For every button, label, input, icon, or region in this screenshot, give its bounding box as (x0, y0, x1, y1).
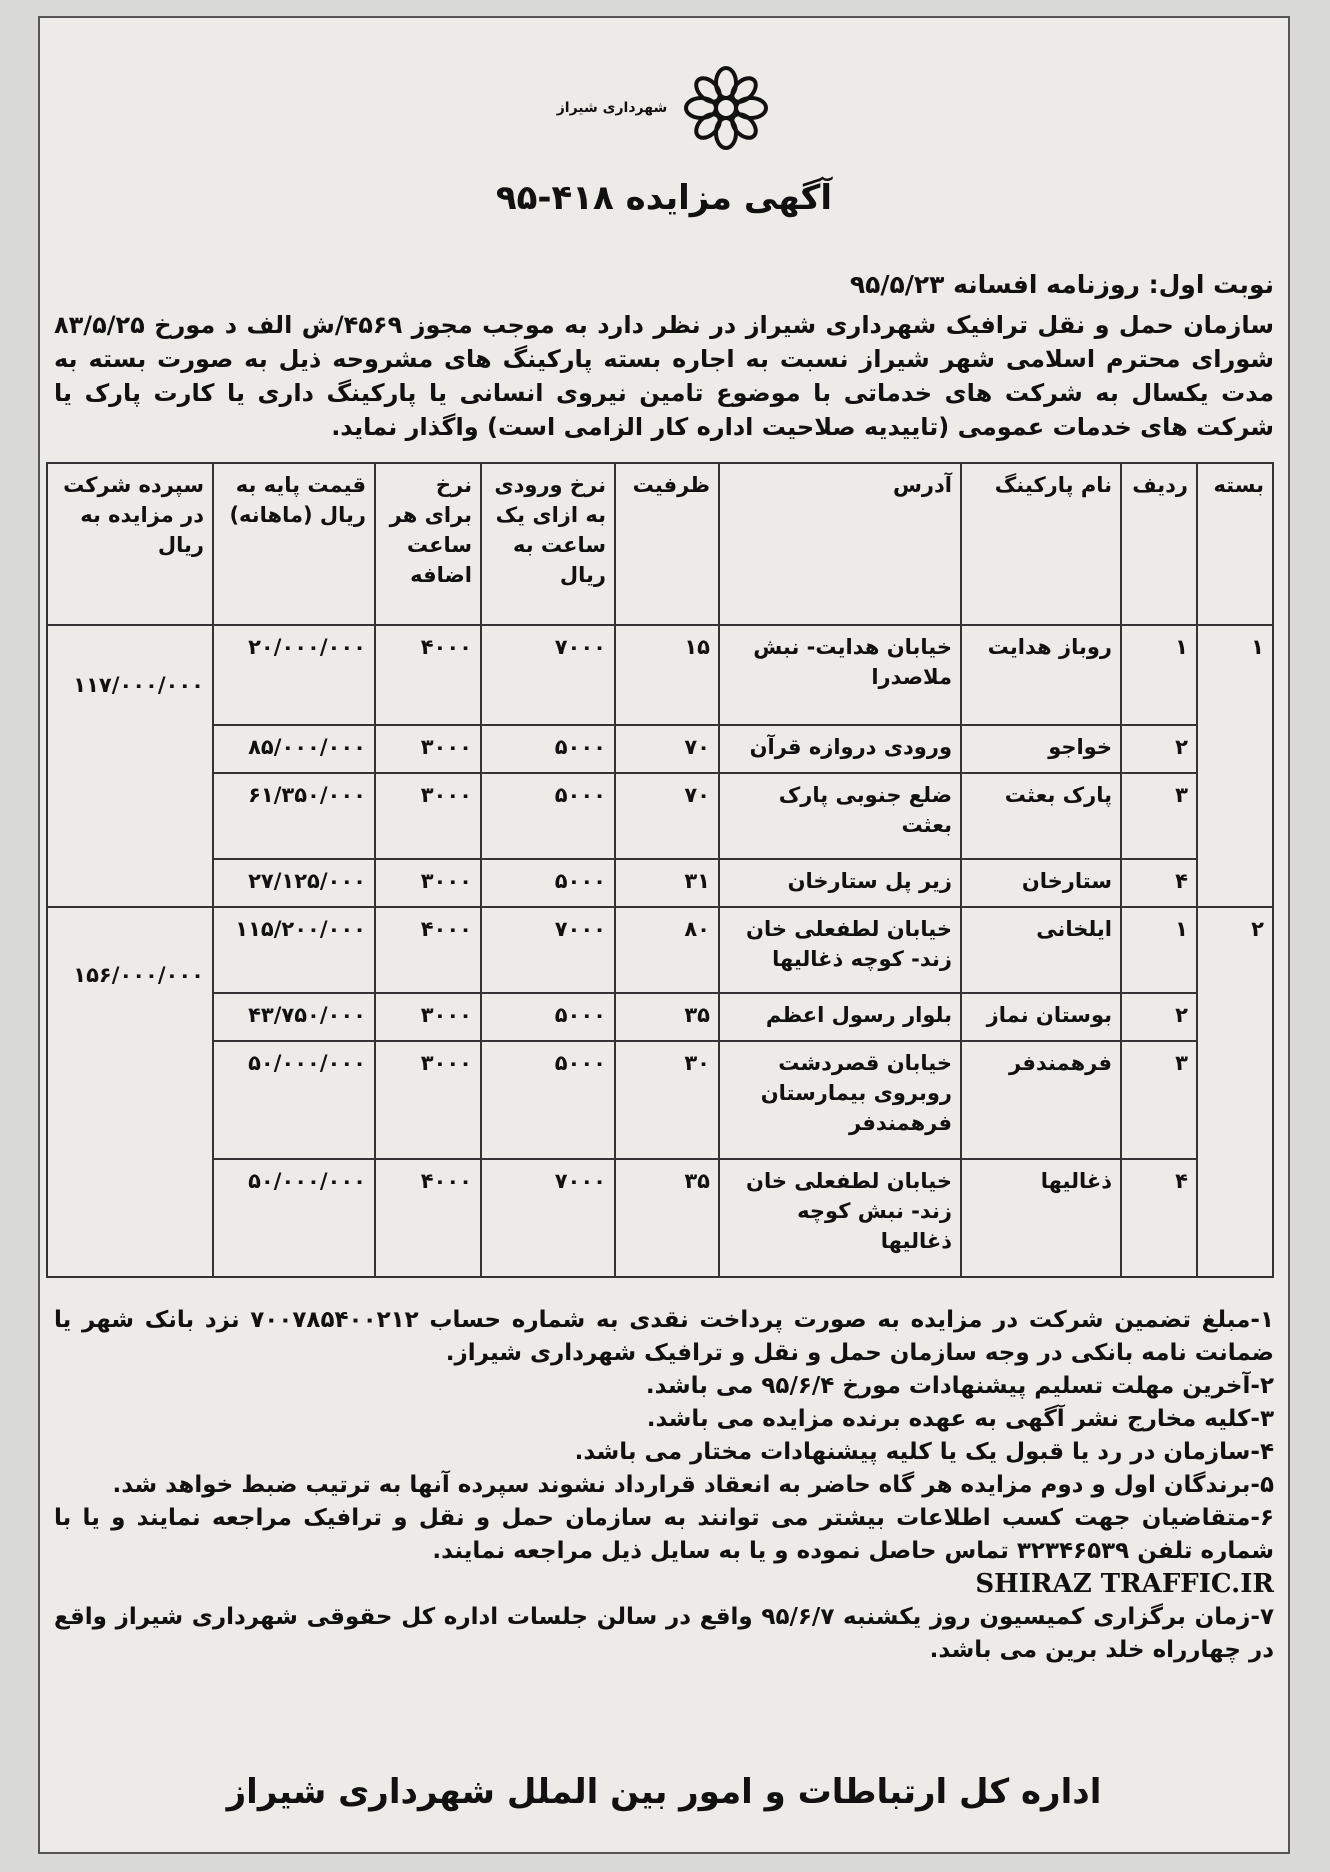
base-price: ۶۱/۳۵۰/۰۰۰ (213, 773, 375, 859)
capacity: ۳۱ (615, 859, 719, 907)
extra-rate: ۴۰۰۰ (375, 907, 481, 993)
col-base-price: قیمت پایه به ریال (ماهانه) (213, 463, 375, 625)
entry-rate: ۷۰۰۰ (481, 625, 615, 725)
table-row (47, 773, 1273, 859)
capacity: ۷۰ (615, 725, 719, 773)
first-publication: نوبت اول: روزنامه افسانه ۹۵/۵/۲۳ (849, 270, 1274, 299)
entry-rate: ۵۰۰۰ (481, 993, 615, 1041)
col-package: بسته (1197, 463, 1273, 625)
base-price: ۱۱۵/۲۰۰/۰۰۰ (213, 907, 375, 993)
table-row (47, 625, 1273, 725)
parking-table (46, 462, 1274, 1278)
extra-rate: ۳۰۰۰ (375, 859, 481, 907)
row-number: ۳ (1121, 773, 1197, 859)
capacity: ۷۰ (615, 773, 719, 859)
parking-address: خیابان قصردشت روبروی بیمارستان فرهمندفر (719, 1041, 961, 1159)
row-number: ۲ (1121, 725, 1197, 773)
shiraz-municipality-logo-icon (681, 63, 771, 153)
table-row (47, 1041, 1273, 1159)
base-price: ۴۳/۷۵۰/۰۰۰ (213, 993, 375, 1041)
table-row (47, 907, 1273, 993)
parking-name: فرهمندفر (961, 1041, 1121, 1159)
ad-title: آگهی مزایده ۴۱۸-۹۵ (495, 178, 833, 218)
condition-item: ۱-مبلغ تضمین شرکت در مزایده به صورت پرداخت نقدی به شماره حساب ۷۰۰۷۸۵۴۰۰۲۱۲ نزد بانک شهر یا ضمانت نامه بانکی در وجه سازمان حمل و نقل و ترافیک شهرداری شیراز. (54, 1307, 1274, 1366)
base-price: ۵۰/۰۰۰/۰۰۰ (213, 1159, 375, 1277)
extra-rate: ۴۰۰۰ (375, 625, 481, 725)
deposit: ۱۵۶/۰۰۰/۰۰۰ (47, 907, 213, 1277)
extra-rate: ۳۰۰۰ (375, 773, 481, 859)
deposit: ۱۱۷/۰۰۰/۰۰۰ (47, 625, 213, 907)
condition-item: ۶-متقاضیان جهت کسب اطلاعات بیشتر می توانند به سازمان حمل و نقل و ترافیک مراجعه نمایند و یا با شماره تلفن ۳۲۳۴۶۵۳۹ تماس حاصل نموده و یا به سایل ذیل مراجعه نمایند. (54, 1505, 1274, 1564)
capacity: ۸۰ (615, 907, 719, 993)
table-row (47, 993, 1273, 1041)
entry-rate: ۷۰۰۰ (481, 907, 615, 993)
parking-name: پارک بعثت (961, 773, 1121, 859)
col-capacity: ظرفیت (615, 463, 719, 625)
conditions-list (54, 1304, 1274, 1667)
parking-address: ورودی دروازه قرآن (719, 725, 961, 773)
extra-rate: ۴۰۰۰ (375, 1159, 481, 1277)
col-row: ردیف (1121, 463, 1197, 625)
parking-address: خیابان لطفعلی خان زند- کوچه ذغالیها (719, 907, 961, 993)
parking-name: ایلخانی (961, 907, 1121, 993)
row-number: ۱ (1121, 625, 1197, 725)
parking-name: بوستان نماز (961, 993, 1121, 1041)
parking-name: ذغالیها (961, 1159, 1121, 1277)
condition-item: ۵-برندگان اول و دوم مزایده هر گاه حاضر به انعقاد قرارداد نشوند سپرده آنها به ترتیب ضبط خواهد شد. (112, 1472, 1274, 1498)
row-number: ۴ (1121, 1159, 1197, 1277)
row-number: ۱ (1121, 907, 1197, 993)
entry-rate: ۵۰۰۰ (481, 1041, 615, 1159)
condition-item: ۳-کلیه مخارج نشر آگهی به عهده برنده مزایده می باشد. (646, 1406, 1274, 1432)
extra-rate: ۳۰۰۰ (375, 1041, 481, 1159)
col-address: آدرس (719, 463, 961, 625)
org-name: شهرداری شیراز (556, 100, 668, 116)
parking-address: زیر پل ستارخان (719, 859, 961, 907)
entry-rate: ۵۰۰۰ (481, 859, 615, 907)
table-header-row (47, 463, 1273, 625)
base-price: ۵۰/۰۰۰/۰۰۰ (213, 1041, 375, 1159)
row-number: ۲ (1121, 993, 1197, 1041)
capacity: ۳۰ (615, 1041, 719, 1159)
entry-rate: ۵۰۰۰ (481, 773, 615, 859)
extra-rate: ۳۰۰۰ (375, 993, 481, 1041)
base-price: ۲۷/۱۲۵/۰۰۰ (213, 859, 375, 907)
package-number: ۱ (1197, 625, 1273, 907)
col-entry-rate: نرخ ورودی به ازای یک ساعت به ریال (481, 463, 615, 625)
parking-name: ستارخان (961, 859, 1121, 907)
parking-address: خیابان لطفعلی خان زند- نبش کوچه ذغالیها (719, 1159, 961, 1277)
capacity: ۱۵ (615, 625, 719, 725)
extra-rate: ۳۰۰۰ (375, 725, 481, 773)
row-number: ۳ (1121, 1041, 1197, 1159)
row-number: ۴ (1121, 859, 1197, 907)
base-price: ۲۰/۰۰۰/۰۰۰ (213, 625, 375, 725)
website-address: SHIRAZ TRAFFIC.IR (975, 1569, 1274, 1599)
header-logo-row (40, 60, 1288, 156)
newspaper-ad (38, 16, 1290, 1854)
footer-signature: اداره کل ارتباطات و امور بین الملل شهرداری شیراز (226, 1772, 1102, 1812)
col-name: نام پارکینگ (961, 463, 1121, 625)
condition-item: ۷-زمان برگزاری کمیسیون روز یکشنبه ۹۵/۶/۷ واقع در سالن جلسات اداره کل حقوقی شهرداری شیراز واقع در چهارراه خلد برین می باشد. (54, 1604, 1274, 1663)
table-row (47, 859, 1273, 907)
table-row (47, 725, 1273, 773)
parking-address: ضلع جنوبی پارک بعثت (719, 773, 961, 859)
package-number: ۲ (1197, 907, 1273, 1277)
entry-rate: ۵۰۰۰ (481, 725, 615, 773)
condition-item: ۲-آخرین مهلت تسلیم پیشنهادات مورخ ۹۵/۶/۴ می باشد. (645, 1373, 1274, 1399)
entry-rate: ۷۰۰۰ (481, 1159, 615, 1277)
parking-name: خواجو (961, 725, 1121, 773)
condition-item: ۴-سازمان در رد یا قبول یک یا کلیه پیشنهادات مختار می باشد. (574, 1439, 1274, 1465)
col-deposit: سپرده شرکت در مزایده به ریال (47, 463, 213, 625)
capacity: ۳۵ (615, 993, 719, 1041)
parking-address: خیابان هدایت- نبش ملاصدرا (719, 625, 961, 725)
capacity: ۳۵ (615, 1159, 719, 1277)
intro-paragraph: سازمان حمل و نقل ترافیک شهرداری شیراز در نظر دارد به موجب مجوز ۴۵۶۹/ش الف د مورخ ۸۳/۵/۲۵ شورای محترم اسلامی شهر شیراز نسبت به اجاره بسته پارکینگ های مشروحه ذیل به صورت بسته به مدت یکسال به شرکت های خدماتی با موضوع تامین نیروی انسانی یا پارکینگ داری یا کارت پارک یا شرکت های خدمات عمومی (تاییدیه صلاحیت اداره کار الزامی است) واگذار نماید. (54, 311, 1274, 441)
base-price: ۸۵/۰۰۰/۰۰۰ (213, 725, 375, 773)
col-extra-rate: نرخ برای هر ساعت اضافه (375, 463, 481, 625)
parking-address: بلوار رسول اعظم (719, 993, 961, 1041)
table-row (47, 1159, 1273, 1277)
parking-name: روباز هدایت (961, 625, 1121, 725)
